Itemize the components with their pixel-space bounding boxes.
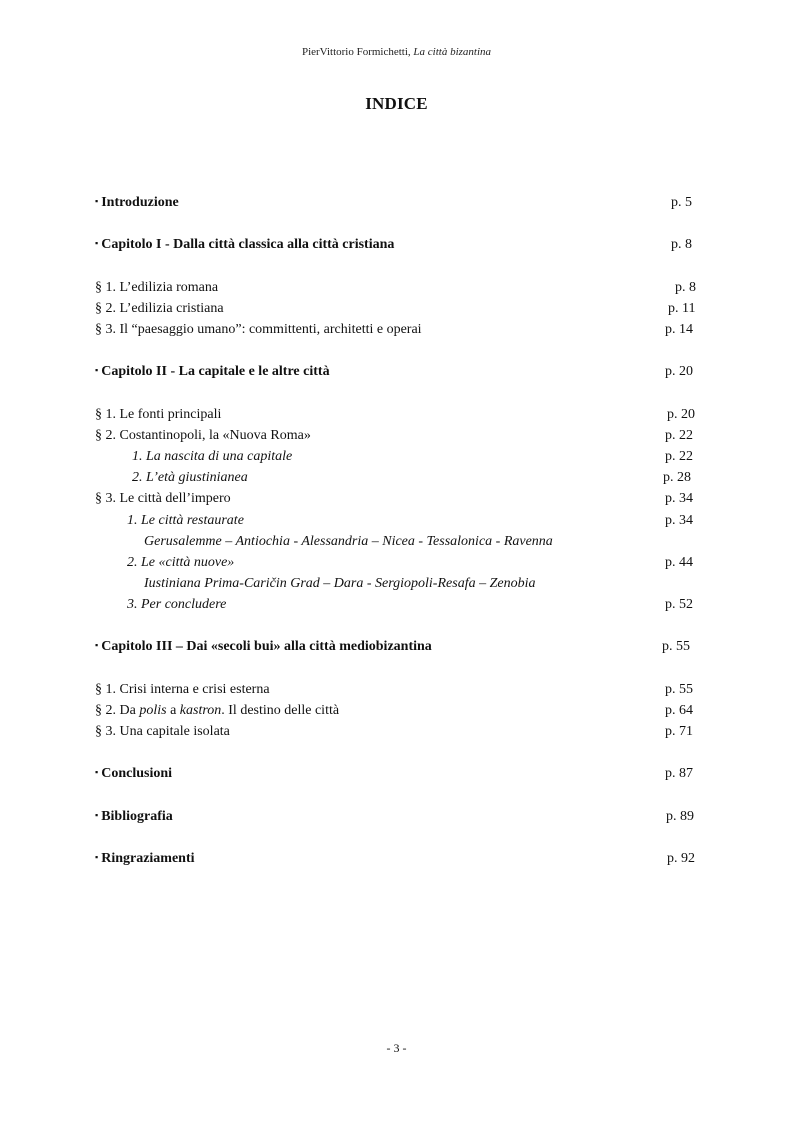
toc-page: p. 20: [667, 407, 695, 422]
toc-label: Bibliografia: [101, 809, 173, 824]
toc-label: Introduzione: [101, 195, 179, 210]
toc-page: p. 8: [675, 280, 696, 295]
toc-page: p. 28: [663, 470, 691, 485]
toc-label: 3. Per concludere: [127, 597, 227, 612]
toc-label: § 2. L’edilizia cristiana: [95, 301, 224, 316]
toc-label: 1. La nascita di una capitale: [132, 449, 293, 464]
toc-label: § 1. Le fonti principali: [95, 407, 222, 422]
toc-page: p. 34: [665, 513, 693, 528]
bullet-icon: ▪: [95, 238, 99, 248]
toc-label: § 3. Una capitale isolata: [95, 724, 230, 739]
toc-page: p. 34: [665, 491, 693, 506]
toc-label-polis: polis: [139, 703, 167, 718]
bullet-icon: ▪: [95, 640, 99, 650]
bullet-icon: ▪: [95, 852, 99, 862]
toc-page: p. 22: [665, 428, 693, 443]
toc-label: § 3. Il “paesaggio umano”: committenti, architetti e operai: [95, 322, 422, 337]
toc-label: 1. Le città restaurate: [127, 513, 244, 528]
toc-page: p. 44: [665, 555, 693, 570]
page-number: - 3 -: [386, 1041, 407, 1055]
toc-page: p. 22: [665, 449, 693, 464]
toc-label: Capitolo III – Dai «secoli bui» alla città mediobizantina: [101, 639, 432, 654]
toc-label: § 2. Costantinopoli, la «Nuova Roma»: [95, 428, 311, 443]
toc-page: p. 20: [665, 364, 693, 379]
toc-label: Gerusalemme – Antiochia - Alessandria – Nicea - Tessalonica - Ravenna: [144, 534, 553, 549]
toc-page: p. 55: [662, 639, 690, 654]
toc-page: p. 71: [665, 724, 693, 739]
toc-page: p. 92: [667, 851, 695, 866]
toc-label: Capitolo I - Dalla città classica alla città cristiana: [101, 237, 395, 252]
page-title: INDICE: [365, 94, 428, 113]
toc-label: [95, 701, 339, 721]
toc-page: p. 87: [665, 766, 693, 781]
toc-label-part: a: [166, 703, 180, 718]
toc-page: p. 52: [665, 597, 693, 612]
toc-page: p. 64: [665, 703, 693, 718]
toc-page: p. 11: [668, 301, 696, 316]
bullet-icon: ▪: [95, 767, 99, 777]
toc-label: § 1. L’edilizia romana: [95, 280, 219, 295]
header-book-title: La città bizantina: [413, 46, 492, 58]
bullet-icon: ▪: [95, 365, 99, 375]
toc-label: § 1. Crisi interna e crisi esterna: [95, 682, 270, 697]
bullet-icon: ▪: [95, 810, 99, 820]
toc-label-part: . Il destino delle città: [221, 703, 340, 718]
toc-label: Ringraziamenti: [101, 851, 195, 866]
running-header: [0, 46, 793, 58]
toc-label-kastron: kastron: [179, 703, 222, 718]
toc-page: p. 14: [665, 322, 693, 337]
toc-page: p. 55: [665, 682, 693, 697]
toc-page: p. 89: [666, 809, 694, 824]
toc-label: 2. L’età giustinianea: [132, 470, 248, 485]
header-author: PierVittorio Formichetti,: [301, 46, 411, 58]
toc-label: § 3. Le città dell’impero: [95, 491, 231, 506]
toc-page: p. 5: [671, 195, 692, 210]
toc-page: p. 8: [671, 237, 692, 252]
toc-label: Conclusioni: [101, 766, 173, 781]
toc-label: Iustiniana Prima-Caričin Grad – Dara - Sergiopoli-Resafa – Zenobia: [144, 576, 536, 591]
toc-label-part: § 2. Da: [95, 703, 140, 718]
toc-label: Capitolo II - La capitale e le altre città: [101, 364, 330, 379]
bullet-icon: ▪: [95, 196, 99, 206]
toc-label: 2. Le «città nuove»: [127, 555, 235, 570]
